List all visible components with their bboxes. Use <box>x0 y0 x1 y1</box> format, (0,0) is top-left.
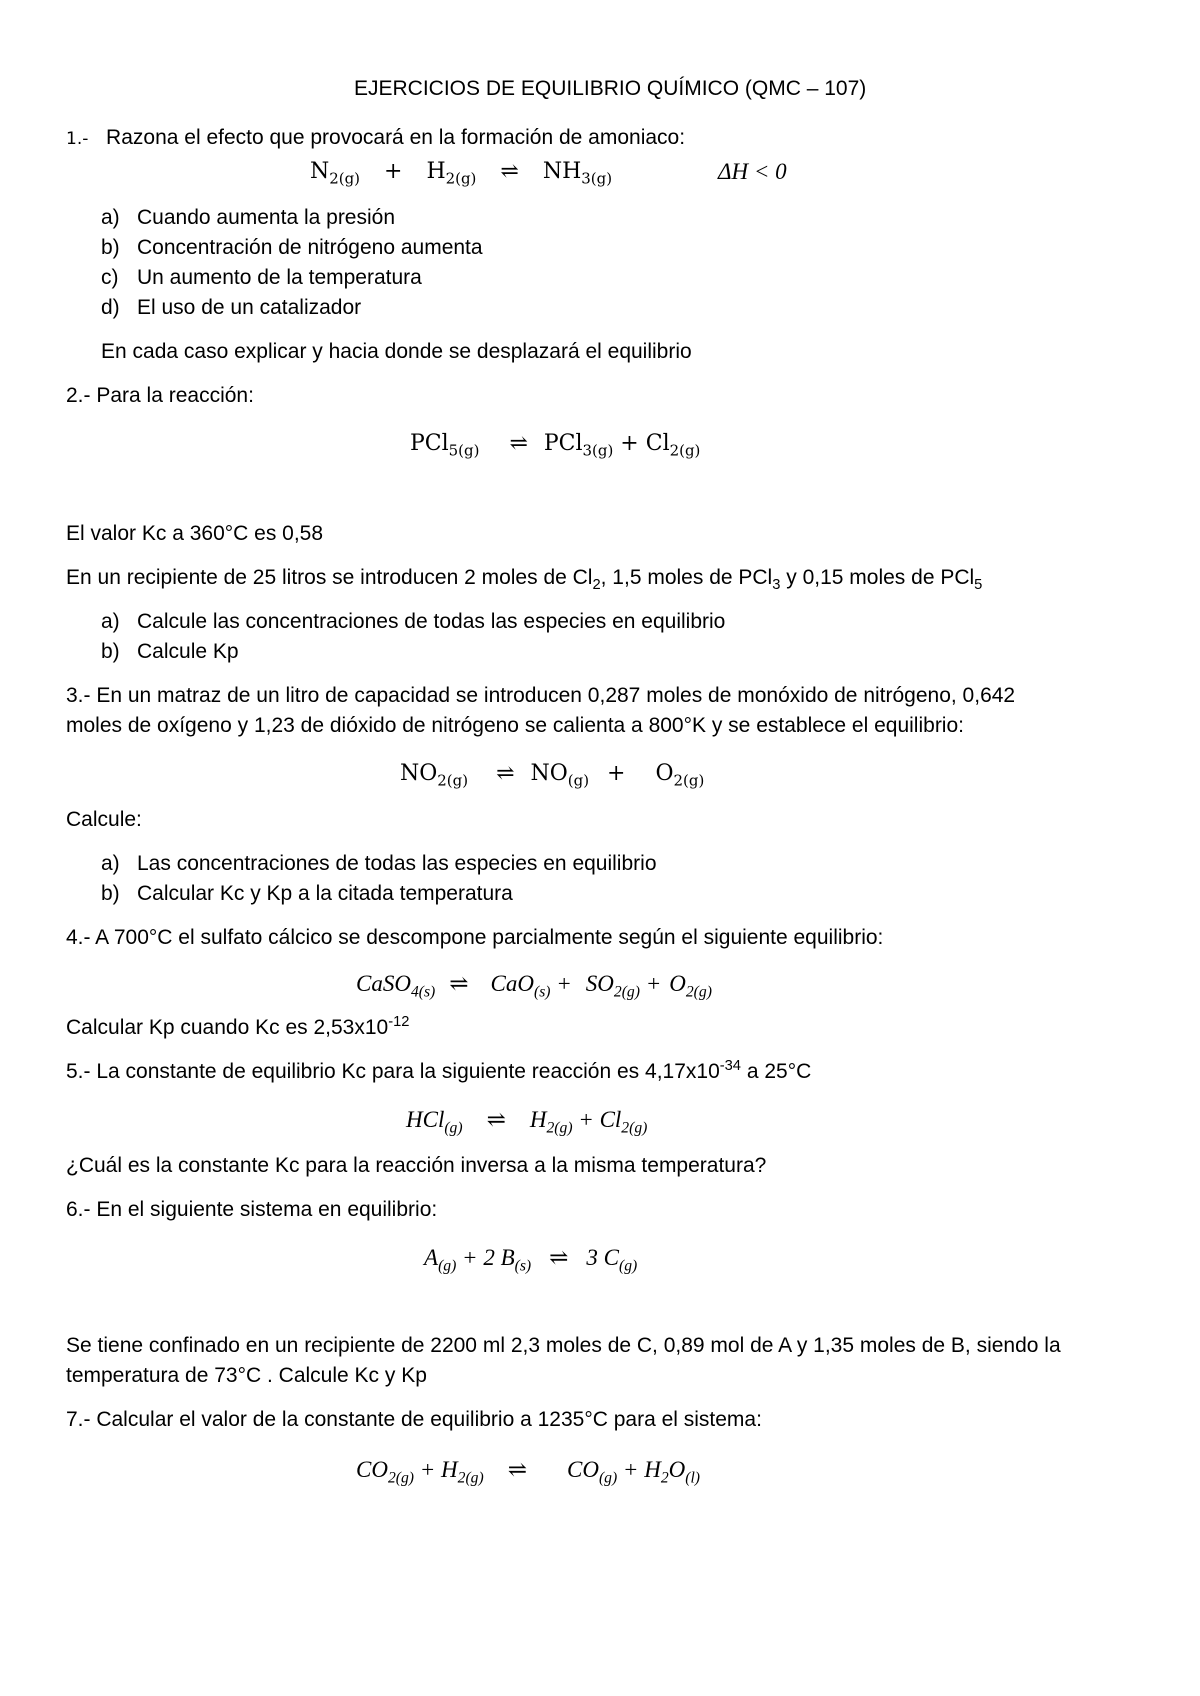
list-item: b) Calcular Kc y Kp a la citada temperatura <box>101 882 513 905</box>
equation-1: $N_{2(g)} + H_{2(g)}$ ⇌ $NH_{3(g)}$ <box>310 159 613 188</box>
list-item: a) Cuando aumenta la presión <box>101 206 396 229</box>
question-2-kc: El valor Kc a 360°C es 0,58 <box>66 522 324 545</box>
question-2: 2.- Para la reacción: <box>66 384 254 407</box>
list-item: a) Las concentraciones de todas las especies en equilibrio <box>101 852 657 875</box>
equation-3: $NO_{2(g)}$ ⇌ $NO_{(g)} + O_{2(g)}$ <box>400 761 705 790</box>
page-title: EJERCICIOS DE EQUILIBRIO QUÍMICO (QMC – 107) <box>354 77 867 100</box>
question-6-line-1: Se tiene confinado en un recipiente de 2200 ml 2,3 moles de C, 0,89 mol de A y 1,35 moles de B, siendo la <box>66 1334 1061 1357</box>
equation-7: $CO_{2(g)} + H_{2(g)}$ ⇌ $CO_{(g)} + H_2O_{(l)}$ <box>356 1457 701 1487</box>
question-1 <box>66 126 685 151</box>
list-item: b) Concentración de nitrógeno aumenta <box>101 236 483 259</box>
question-4: 4.- A 700°C el sulfato cálcico se descompone parcialmente según el siguiente equilibrio: <box>66 926 884 949</box>
question-5: 5.- La constante de equilibrio Kc para la siguiente reacción es $4,17x10^{-34}$ a 25°C <box>66 1058 812 1083</box>
question-3-calcule: Calcule: <box>66 808 142 831</box>
enthalpy-condition: ΔH < 0 <box>718 159 787 184</box>
list-item: d) El uso de un catalizador <box>101 296 362 319</box>
question-2-recipient: En un recipiente de 25 litros se introducen 2 moles de $Cl_2$, 1,5 moles de PCl$_3$ y 0,15 moles de PCl$_5$ <box>66 566 983 594</box>
question-6-line-2: temperatura de 73°C . Calcule Kc y Kp <box>66 1364 427 1387</box>
question-4-calc: Calcular Kp cuando Kc es $2,53x10^{-12}$ <box>66 1014 410 1039</box>
question-1-number: 1.- <box>66 129 89 149</box>
question-1-text: Razona el efecto que provocará en la formación de amoniaco: <box>106 126 686 149</box>
question-6: 6.- En el siguiente sistema en equilibrio: <box>66 1198 438 1221</box>
question-1-note: En cada caso explicar y hacia donde se desplazará el equilibrio <box>101 340 692 363</box>
question-3-line-1: 3.- En un matraz de un litro de capacidad se introducen 0,287 moles de monóxido de nitrógeno, 0,642 <box>66 684 1016 707</box>
list-item: c) Un aumento de la temperatura <box>101 266 422 289</box>
list-item: a) Calcule las concentraciones de todas las especies en equilibrio <box>101 610 726 633</box>
equation-6: $A_{(g)} + 2$ $B_{(s)}$ ⇌ 3 $C_{(g)}$ <box>424 1245 638 1275</box>
question-3-line-2: moles de oxígeno y 1,23 de dióxido de nitrógeno se calienta a 800°K y se establece el equilibrio: <box>66 714 964 737</box>
equation-2: PCl$_{5(g)}$ ⇌ $PCl_{3(g)} + Cl_{2(g)}$ <box>410 431 701 460</box>
list-item: b) Calcule Kp <box>101 640 239 663</box>
question-5-question: ¿Cuál es la constante Kc para la reacción inversa a la misma temperatura? <box>66 1154 767 1177</box>
equation-5: HCl$_{(g)}$ ⇌ $H_{2(g)} + Cl_{2(g)}$ <box>406 1107 648 1137</box>
equation-4: CaSO$_{4(s)}$ ⇌ $CaO_{(s)} + SO_{2(g)} + O_{2(g)}$ <box>356 971 712 1001</box>
question-7: 7.- Calcular el valor de la constante de equilibrio a 1235°C para el sistema: <box>66 1408 762 1431</box>
